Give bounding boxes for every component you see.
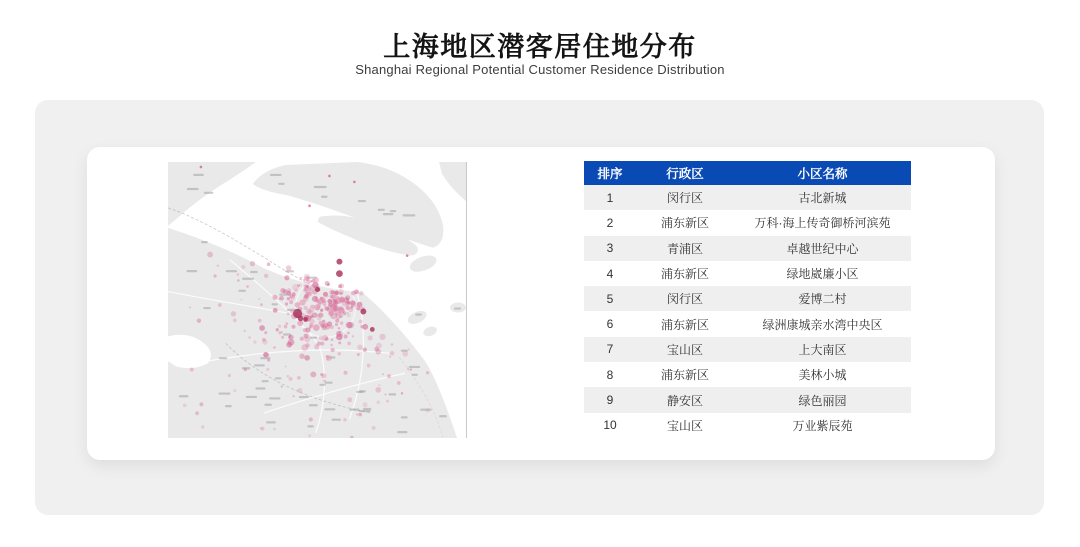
cell-rank: 4 (606, 266, 614, 281)
customer-dot (217, 264, 220, 267)
customer-dot (237, 279, 240, 282)
customer-dot (197, 319, 201, 323)
customer-dot (357, 353, 360, 356)
header-cell: 行政区 (666, 167, 704, 181)
customer-dot (309, 417, 313, 421)
cell-rank: 1 (606, 190, 614, 205)
customer-dot (306, 276, 310, 280)
place-label-smudge (409, 366, 420, 368)
customer-dot (347, 301, 350, 304)
customer-dot (281, 336, 284, 339)
customer-dot (287, 375, 290, 378)
customer-dot (281, 385, 283, 387)
customer-dot (201, 425, 205, 429)
customer-dot (336, 296, 340, 300)
customer-dot (324, 306, 328, 310)
cell-rank: 10 (603, 418, 617, 433)
customer-dot (303, 279, 306, 282)
customer-dot (305, 328, 310, 333)
customer-dot (289, 377, 293, 381)
table-header (584, 161, 911, 185)
customer-dot (408, 349, 410, 351)
customer-dot (331, 299, 337, 305)
place-label-smudge (266, 421, 276, 423)
customer-dot (401, 392, 403, 394)
customer-dot (334, 291, 339, 296)
cell-community: 古北新城 (798, 191, 847, 206)
customer-dot (336, 309, 340, 313)
customer-dot (289, 300, 293, 304)
customer-dot (276, 328, 279, 331)
customer-dot (370, 327, 375, 332)
customer-dot (286, 265, 292, 271)
customer-dot (273, 428, 276, 431)
place-label-smudge (383, 213, 394, 215)
cell-district: 宝山区 (666, 418, 703, 433)
place-label-smudge (415, 313, 422, 315)
table-row (584, 185, 911, 210)
customer-dot (347, 332, 350, 335)
map-image (168, 162, 467, 438)
customer-dot (315, 297, 318, 300)
cell-rank: 9 (606, 393, 614, 408)
customer-dot (315, 287, 320, 292)
customer-dot (279, 297, 282, 300)
customer-dot (326, 358, 328, 360)
customer-dot (287, 313, 290, 316)
cell-district: 静安区 (666, 393, 703, 408)
customer-dot (331, 307, 334, 310)
customer-dot (308, 434, 311, 437)
customer-dot (303, 306, 307, 310)
place-label-smudge (272, 303, 278, 305)
place-label-smudge (390, 210, 396, 212)
customer-dot (300, 337, 304, 341)
customer-dot (372, 426, 376, 430)
place-label-smudge (324, 382, 333, 384)
customer-dot (200, 166, 203, 169)
customer-dot (291, 325, 295, 329)
customer-dot (310, 285, 315, 290)
place-label-smudge (238, 290, 245, 292)
customer-dot (240, 299, 242, 301)
customer-dot (375, 387, 381, 393)
place-label-smudge (454, 307, 461, 309)
table-row (584, 261, 911, 286)
customer-dot (320, 342, 324, 346)
customer-dot (183, 404, 187, 408)
customer-dot (278, 325, 281, 328)
customer-dot (367, 363, 371, 367)
place-label-smudge (225, 405, 232, 407)
customer-dot (228, 374, 231, 377)
customer-dot (378, 384, 380, 386)
customer-dot (267, 358, 270, 361)
customer-dot (325, 337, 329, 341)
place-label-smudge (226, 270, 237, 272)
cell-rank: 6 (606, 317, 614, 332)
customer-dot (207, 252, 213, 258)
table-row (584, 236, 911, 261)
customer-dot (299, 284, 301, 286)
customer-dot (307, 292, 312, 297)
customer-dot (384, 393, 386, 395)
customer-dot (297, 376, 301, 380)
customer-dot (352, 335, 354, 337)
customer-dot (344, 371, 348, 375)
place-label-smudge (187, 270, 198, 272)
customer-dot (258, 319, 262, 323)
customer-dot (340, 321, 343, 324)
cell-district: 宝山区 (666, 342, 703, 357)
shanghai-map (168, 162, 467, 438)
customer-dot (330, 348, 334, 352)
customer-dot (283, 289, 287, 293)
customer-dot (288, 335, 293, 340)
table-row (584, 362, 911, 387)
cell-community: 绿洲康城亲水湾中央区 (762, 317, 883, 332)
customer-dot (293, 395, 295, 397)
customer-dot (298, 316, 304, 322)
place-label-smudge (275, 377, 281, 379)
customer-dot (259, 325, 265, 331)
customer-dot (323, 380, 325, 382)
customer-dot (336, 270, 343, 277)
customer-dot (304, 284, 308, 288)
customer-dot (273, 346, 276, 349)
customer-dot (328, 175, 331, 178)
table-row (584, 337, 911, 362)
place-label-smudge (246, 396, 257, 398)
cell-community: 万业紫辰苑 (792, 418, 853, 433)
customer-dot (402, 351, 408, 357)
table-body (584, 185, 911, 438)
place-label-smudge (358, 200, 366, 202)
header-cell: 排序 (597, 167, 623, 181)
customer-dot (231, 311, 236, 316)
customer-dot (330, 295, 334, 299)
customer-dot (266, 368, 269, 371)
customer-dot (286, 342, 292, 348)
customer-dot (359, 291, 364, 296)
place-label-smudge (179, 395, 189, 397)
customer-dot (284, 275, 289, 280)
customer-dot (233, 319, 237, 323)
cell-community: 美林小城 (798, 368, 847, 383)
place-label-smudge (279, 294, 287, 296)
customer-dot (353, 181, 356, 184)
customer-dot (314, 344, 319, 349)
table-row (584, 286, 911, 311)
customer-dot (346, 322, 353, 329)
customer-dot (390, 351, 395, 356)
customer-dot (241, 265, 245, 269)
cell-district: 闵行区 (666, 191, 703, 206)
customer-dot (309, 324, 313, 328)
customer-dot (320, 309, 323, 312)
place-label-smudge (204, 192, 214, 194)
customer-dot (339, 331, 341, 333)
cell-district: 浦东新区 (660, 317, 709, 332)
customer-dot (359, 320, 363, 324)
customer-dot (406, 254, 409, 257)
customer-dot (233, 389, 236, 392)
place-label-smudge (378, 209, 385, 211)
customer-dot (331, 338, 334, 341)
place-label-smudge (332, 419, 341, 421)
place-label-smudge (349, 409, 359, 411)
customer-dot (305, 343, 310, 348)
customer-dot (322, 320, 325, 323)
cell-district: 浦东新区 (660, 216, 709, 231)
customer-dot (335, 323, 338, 326)
customer-dot (344, 334, 348, 338)
customer-dot (326, 355, 329, 358)
customer-dot (304, 334, 309, 339)
customer-dot (338, 284, 342, 288)
customer-dot (267, 263, 271, 267)
customer-dot (262, 338, 266, 342)
customer-dot (199, 402, 203, 406)
customer-dot (303, 317, 308, 322)
customer-dot (363, 348, 367, 352)
customer-dot (347, 397, 352, 402)
customer-dot (308, 205, 311, 208)
place-label-smudge (309, 404, 318, 406)
customer-dot (285, 365, 287, 367)
cell-rank: 2 (606, 215, 614, 230)
customer-dot (426, 408, 430, 412)
customer-dot (374, 347, 379, 352)
customer-dot (347, 341, 351, 345)
customer-dot (387, 374, 391, 378)
place-label-smudge (255, 387, 265, 389)
place-label-smudge (264, 404, 271, 406)
customer-dot (313, 277, 319, 283)
place-label-smudge (359, 410, 371, 412)
table-row (584, 311, 911, 336)
place-label-smudge (403, 214, 416, 216)
cell-community: 万科·海上传奇御桥河滨苑 (754, 216, 891, 231)
cell-district: 浦东新区 (660, 267, 709, 282)
customer-dot (376, 400, 380, 404)
cell-community: 爱博二村 (798, 292, 847, 307)
customer-dot (273, 308, 278, 313)
customer-dot (317, 299, 323, 305)
table-row (584, 413, 911, 438)
customer-dot (295, 302, 301, 308)
customer-dot (290, 309, 294, 313)
customer-dot (264, 353, 269, 358)
cell-rank: 5 (606, 291, 614, 306)
customer-dot (379, 334, 385, 340)
customer-dot (218, 303, 222, 307)
customer-dot (336, 334, 343, 341)
table-row (584, 210, 911, 235)
customer-dot (325, 294, 329, 298)
place-label-smudge (219, 357, 227, 359)
customer-dot (299, 354, 304, 359)
place-label-smudge (262, 380, 269, 382)
content-card (87, 147, 995, 460)
customer-dot (303, 288, 306, 291)
customer-dot (356, 413, 358, 415)
customer-dot (298, 321, 302, 325)
cell-rank: 7 (606, 342, 614, 357)
place-label-smudge (193, 174, 204, 176)
customer-dot (284, 325, 288, 329)
cell-community: 卓越世纪中心 (786, 241, 859, 256)
customer-dot (248, 336, 251, 339)
customer-dot (357, 344, 363, 350)
customer-dot (313, 324, 320, 331)
customer-dot (346, 298, 348, 300)
customer-dot (310, 305, 312, 307)
customer-dot (397, 381, 401, 385)
customer-dot (285, 322, 288, 325)
customer-dot (195, 411, 199, 415)
customer-dot (329, 312, 332, 315)
customer-dot (260, 303, 263, 306)
customer-dot (309, 319, 315, 325)
place-label-smudge (397, 431, 407, 433)
customer-dot (320, 324, 324, 328)
customer-dot (368, 335, 373, 340)
customer-dot (285, 302, 288, 305)
customer-dot (297, 388, 302, 393)
customer-dot (338, 341, 341, 344)
cell-rank: 8 (606, 367, 614, 382)
customer-dot (189, 306, 191, 308)
place-label-smudge (321, 196, 327, 198)
place-label-smudge (307, 425, 313, 427)
cell-rank: 3 (606, 241, 614, 256)
customer-dot (343, 311, 347, 315)
place-label-smudge (412, 374, 418, 376)
customer-dot (304, 355, 310, 361)
customer-dot (355, 304, 361, 310)
customer-dot (264, 331, 267, 334)
cell-community: 上大南区 (798, 342, 847, 357)
place-label-smudge (218, 392, 230, 394)
cell-district: 青浦区 (666, 241, 703, 256)
customer-dot (337, 352, 341, 356)
customer-dot (244, 368, 247, 371)
customer-dot (258, 298, 260, 300)
place-label-smudge (324, 408, 335, 410)
place-label-smudge (319, 384, 325, 386)
customer-dot (363, 402, 368, 407)
cell-district: 闵行区 (666, 292, 703, 307)
place-label-smudge (254, 364, 265, 366)
place-label-smudge (242, 278, 254, 280)
place-label-smudge (270, 174, 282, 176)
place-label-smudge (250, 271, 258, 273)
customer-dot (360, 325, 363, 328)
customer-dot (253, 340, 256, 343)
customer-dot (330, 344, 333, 347)
cell-district: 浦东新区 (660, 368, 709, 383)
place-label-smudge (389, 393, 397, 395)
customer-dot (299, 277, 302, 280)
header-cell: 小区名称 (797, 167, 848, 181)
customer-dot (320, 373, 323, 376)
cell-community: 绿地崴廉小区 (786, 267, 859, 282)
customer-dot (389, 356, 391, 358)
page-title: 上海地区潜客居住地分布 (383, 32, 697, 62)
customer-dot (360, 308, 366, 314)
customer-dot (340, 292, 343, 295)
customer-dot (236, 273, 239, 276)
place-label-smudge (269, 397, 280, 399)
customer-dot (310, 371, 316, 377)
customer-dot (341, 308, 344, 311)
customer-dot (327, 321, 332, 326)
customer-dot (190, 368, 194, 372)
customer-dot (264, 274, 268, 278)
customer-dot (213, 274, 216, 277)
place-label-smudge (203, 307, 210, 309)
place-label-smudge (278, 183, 285, 185)
place-label-smudge (187, 188, 199, 190)
customer-dot (347, 313, 351, 317)
place-label-smudge (401, 416, 408, 418)
place-label-smudge (309, 337, 317, 339)
customer-dot (246, 285, 249, 288)
customer-dot (260, 427, 262, 429)
customer-dot (343, 418, 346, 421)
customer-dot (354, 289, 359, 294)
customer-dot (289, 295, 293, 299)
customer-dot (325, 281, 330, 286)
customer-dot (314, 304, 320, 310)
customer-dot (346, 306, 350, 310)
customer-dot (244, 330, 246, 332)
customer-dot (335, 319, 339, 323)
customer-dot (287, 288, 291, 292)
place-label-smudge (299, 396, 309, 398)
customer-dot (272, 295, 277, 300)
customer-dot (358, 413, 362, 417)
customer-dot (331, 290, 335, 294)
customer-dot (382, 373, 384, 375)
place-label-smudge (356, 391, 363, 393)
customer-dot (281, 331, 283, 333)
place-label-smudge (201, 241, 208, 243)
page-subtitle: Shanghai Regional Potential Customer Residence Distribution (355, 62, 725, 77)
customer-dot (386, 400, 389, 403)
customer-dot (323, 304, 326, 307)
cell-community: 绿色丽园 (798, 393, 847, 408)
customer-dot (338, 327, 341, 330)
place-label-smudge (439, 415, 447, 417)
customer-dot (426, 371, 429, 374)
place-label-smudge (314, 186, 327, 188)
customer-dot (407, 368, 410, 371)
customer-dot (294, 289, 297, 292)
customer-dot (312, 312, 318, 318)
ranking-table (584, 161, 911, 438)
customer-dot (319, 322, 321, 324)
table-row (584, 387, 911, 412)
customer-dot (335, 312, 338, 315)
place-label-smudge (363, 408, 371, 410)
customer-dot (410, 368, 412, 370)
customer-dot (250, 261, 255, 266)
customer-dot (391, 343, 394, 346)
customer-dot (336, 259, 342, 265)
